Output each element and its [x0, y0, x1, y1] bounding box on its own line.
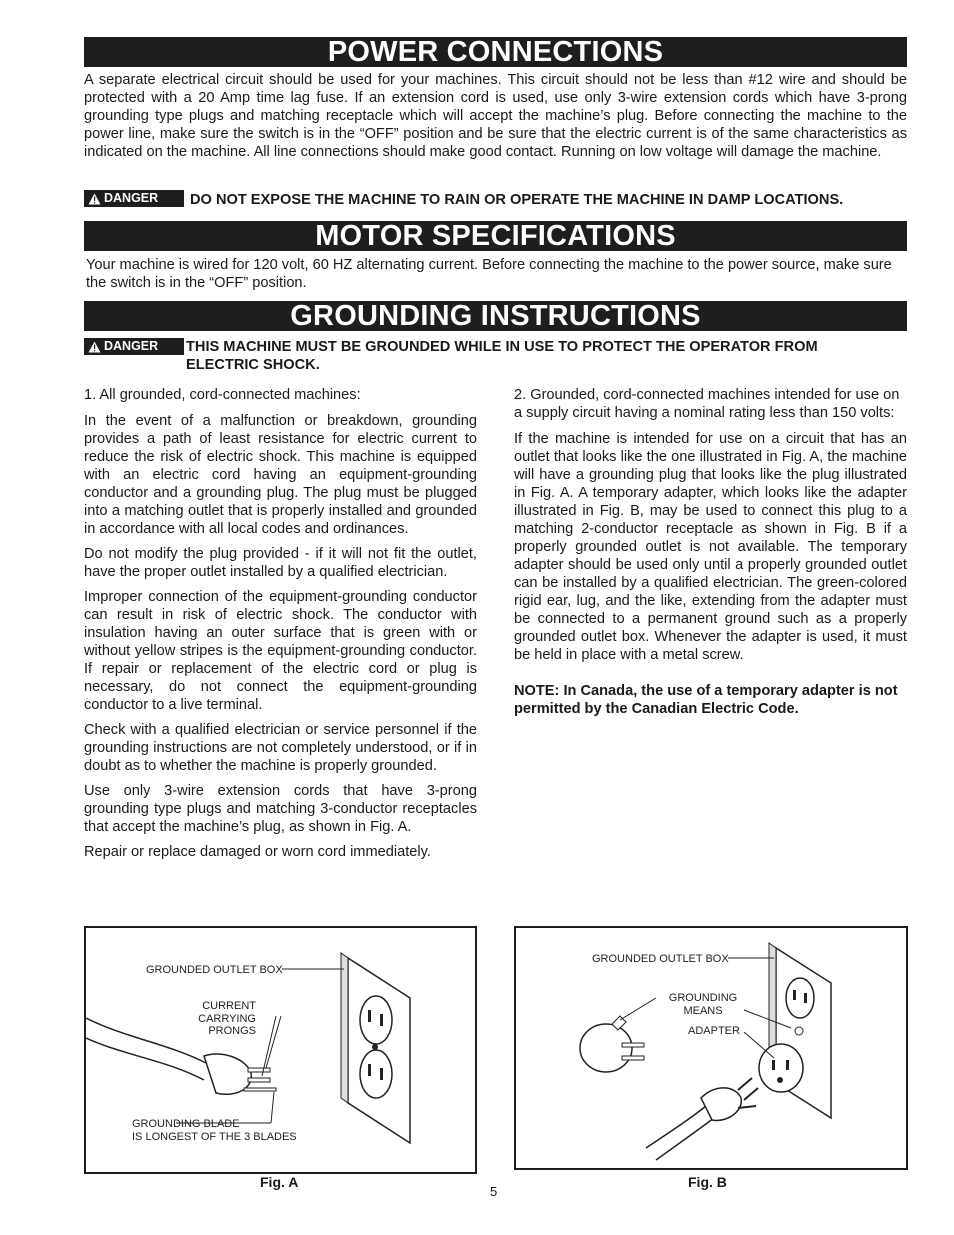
left-paragraph: Use only 3-wire extension cords that have 3-prong grounding type plugs and matching 3-conductor receptacles that accept the machine’s plug, as shown in Fig. A.	[84, 783, 477, 835]
danger-badge-power	[84, 190, 184, 207]
power-connections-heading: POWER CONNECTIONS	[84, 37, 907, 67]
motor-specifications-heading: MOTOR SPECIFICATIONS	[84, 221, 907, 251]
left-paragraph: 1. All grounded, cord-connected machines:	[84, 387, 361, 403]
motor-specifications-body: Your machine is wired for 120 volt, 60 HZ alternating current. Before connecting the machine to the power source, make sure the switch is in the “OFF” position.	[86, 257, 892, 291]
figure-b-label: Fig. B	[688, 1174, 727, 1190]
callout-line: CURRENT	[202, 1000, 256, 1012]
left-paragraph: Check with a qualified electrician or service personnel if the grounding instructions are not completely understood, or if in doubt as to whether the machine is properly grounded.	[84, 722, 477, 774]
callout-grounded-outlet-box: GROUNDED OUTLET BOX	[146, 964, 283, 976]
left-paragraph: In the event of a malfunction or breakdown, grounding provides a path of least resistance for electric current to reduce the risk of electric shock. This machine is equipped with an electric cord having an equipment-grounding conductor and a grounding plug. The plug must be plugged into a matching outlet that is properly installed and grounded in accordance with all local codes and ordinances.	[84, 413, 477, 537]
danger-label: DANGER	[104, 191, 159, 205]
callout-line: GROUNDING	[668, 992, 738, 1004]
figure-b-box	[514, 926, 908, 1170]
callout-grounding-means	[666, 992, 740, 1017]
danger-text-grounding: THIS MACHINE MUST BE GROUNDED WHILE IN USE TO PROTECT THE OPERATOR FROM ELECTRIC SHOCK.	[186, 339, 818, 373]
canada-note: NOTE: In Canada, the use of a temporary adapter is not permitted by the Canadian Electric Code.	[514, 683, 898, 717]
left-paragraph: Do not modify the plug provided - if it will not fit the outlet, have the proper outlet installed by a qualified electrician.	[84, 546, 477, 580]
right-paragraph: 2. Grounded, cord-connected machines intended for use on a supply circuit having a nominal rating less than 150 volts:	[514, 387, 900, 421]
callout-line: MEANS	[683, 1004, 723, 1017]
grounding-left-column	[84, 386, 477, 868]
callout-current-carrying-prongs	[196, 1000, 256, 1038]
grounding-right-column	[514, 386, 907, 725]
callout-line: PRONGS	[208, 1025, 256, 1037]
callout-line: GROUNDING BLADE	[132, 1118, 240, 1130]
figure-a-label: Fig. A	[260, 1174, 299, 1190]
left-paragraph: Improper connection of the equipment-grounding conductor can result in risk of electric shock. The conductor with insulation having an outer surface that is green with or without yellow stripes is the equipment-grounding conductor. If repair or replacement of the electric cord or plug is necessary, do not connect the equipment-grounding conductor to a live terminal.	[84, 589, 477, 713]
right-paragraph: If the machine is intended for use on a circuit that has an outlet that looks like the one illustrated in Fig. A, the machine will have a grounding plug that looks like the plug illustrated in Fig. A. A temporary adapter, which looks like the adapter illustrated in Fig. B, may be used to connect this plug to a matching 2-conductor receptacle as shown in Fig. B if a properly grounded outlet is not available. The temporary adapter should be used only until a properly grounded outlet can be installed by a qualified electrician. The green-colored rigid ear, lug, and the like, extending from the adapter must be connected to a permanent ground such as a properly grounded outlet box. Whenever the adapter is used, it must be held in place with a metal screw.	[514, 431, 907, 663]
danger-badge-grounding	[84, 338, 184, 355]
callout-line: CARRYING	[198, 1012, 256, 1025]
page-number: 5	[490, 1184, 498, 1199]
grounding-instructions-heading: GROUNDING INSTRUCTIONS	[84, 301, 907, 331]
danger-text-power: DO NOT EXPOSE THE MACHINE TO RAIN OR OPERATE THE MACHINE IN DAMP LOCATIONS.	[190, 192, 844, 208]
callout-grounding-blade	[132, 1118, 297, 1143]
warning-triangle-icon	[88, 341, 101, 353]
callout-adapter: ADAPTER	[688, 1025, 740, 1037]
callout-line: IS LONGEST OF THE 3 BLADES	[132, 1130, 297, 1143]
callout-grounded-outlet-box: GROUNDED OUTLET BOX	[592, 953, 729, 965]
figure-a-box	[84, 926, 477, 1174]
power-connections-body: A separate electrical circuit should be used for your machines. This circuit should not be less than #12 wire and should be protected with a 20 Amp time lag fuse. If an extension cord is used, use only 3-wire extension cords which have 3-prong grounding type plugs and matching receptacle which will accept the machine’s plug. Before connecting the machine to the power line, make sure the switch is in the “OFF” position and be sure that the electric current is of the same characteristics as indicated on the machine. All line connections should make good contact. Running on low voltage will damage the machine.	[84, 72, 907, 160]
warning-triangle-icon	[88, 193, 101, 205]
left-paragraph: Repair or replace damaged or worn cord immediately.	[84, 844, 431, 860]
danger-label: DANGER	[104, 339, 159, 353]
